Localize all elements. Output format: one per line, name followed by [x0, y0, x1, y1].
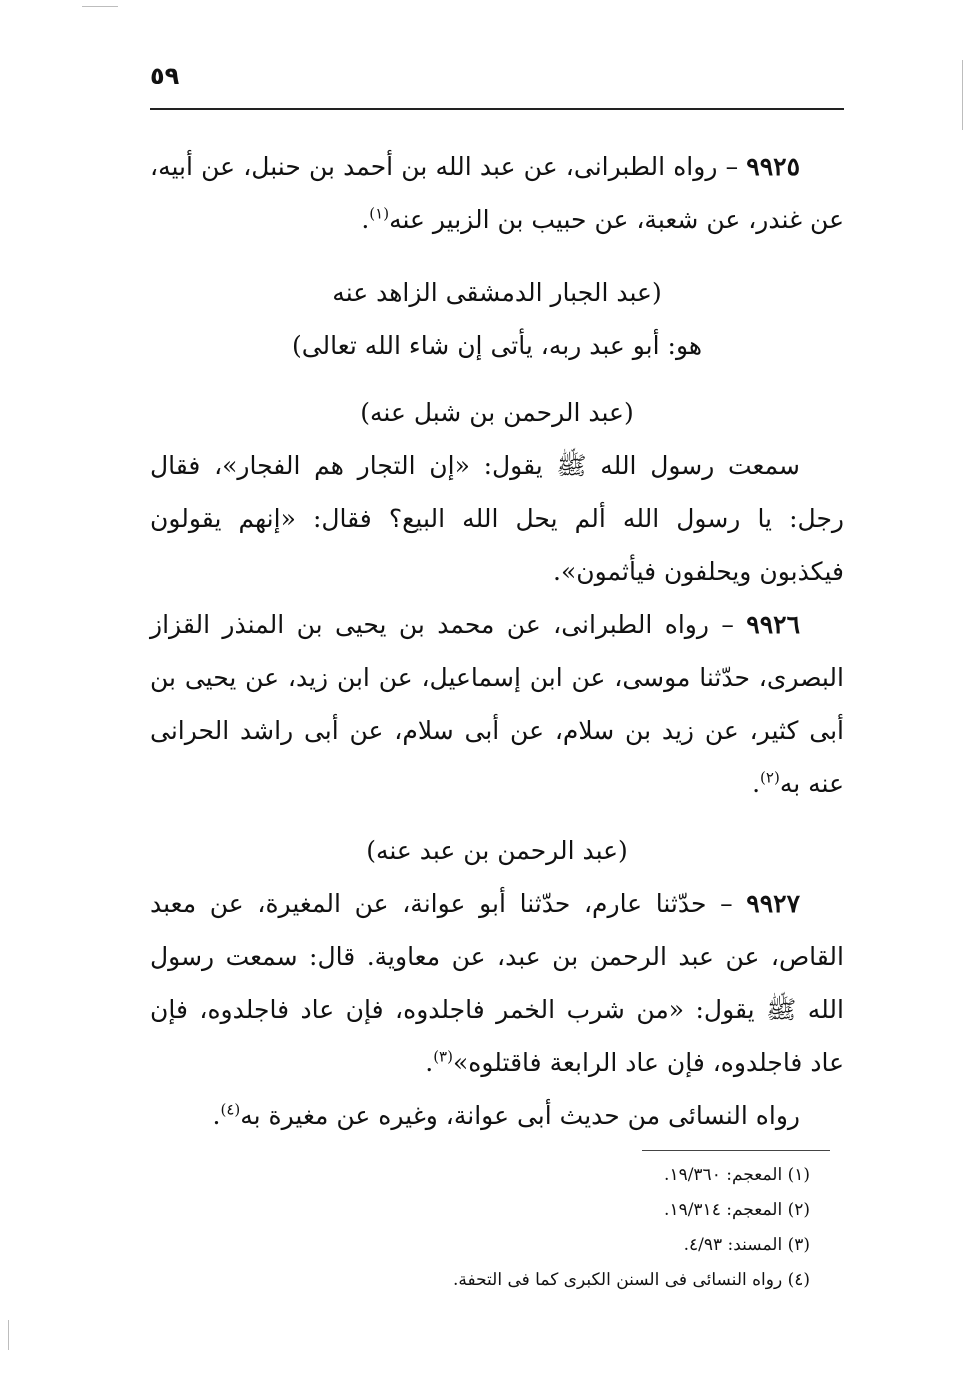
hadith-9926: ٩٩٢٦ – رواه الطبرانى، عن محمد بن يحيى بن المنذر القزاز البصرى، حدّثنا موسى، عن ابن إسماعيل، عن ابن زيد، عن يحيى بن أبى كثير، عن زيد بن سلام، عن أبى سلام، عن أبى راشد الحرانى عنه به$^{(٢)}$.: [150, 610, 844, 798]
footnote-2: (٢) المعجم: ١٩/٣١٤.: [664, 1200, 810, 1220]
hadith-9927: ٩٩٢٧ – حدّثنا عارم، حدّثنا أبو عوانة، عن المغيرة، عن معبد القاص، عن عبد الرحمن بن عبد، عن معاوية. قال: سمعت رسول الله ﷺ يقول: «من شرب الخمر فاجلدوه، فإن عاد فاجلدوه، فإن عاد فاجلدوه، فإن عاد الرابعة فاقتلوه»$^{(٣)}$.: [150, 889, 844, 1077]
footnote-ref[interactable]: (٢): [760, 768, 780, 787]
footnote-4: (٤) رواه النسائى فى السنن الكبرى كما فى التحفة.: [452, 1270, 810, 1290]
running-header: [150, 58, 844, 110]
footnotes: [150, 1158, 810, 1298]
section-cross-reference: هو: أبو عبد ربه، يأتى إن شاء الله تعالى): [291, 331, 703, 360]
hadith-number: ٩٩٢٧: [746, 889, 800, 918]
hadith-9925: ٩٩٢٥ – رواه الطبرانى، عن عبد الله بن أحمد بن حنبل، عن أبيه، عن غندر، عن شعبة، عن حبيب بن الزبير عنه$^{(١)}$.: [150, 152, 844, 234]
footnote-3: (٣) المسند: ٤/٩٣.: [683, 1235, 810, 1255]
section-heading-abd-al-rahman-ibn-abd: (عبد الرحمن بن عبد عنه): [366, 836, 628, 865]
section-heading-abd-al-jabbar: (عبد الجبار الدمشقى الزاهد عنه: [332, 278, 662, 307]
footnote-separator: [642, 1150, 830, 1151]
hadith-text-shibl: سمعت رسول الله ﷺ يقول: «إن التجار هم الفجار»، فقال رجل: يا رسول الله ألم يحل الله البيع؟ فقال: «إنهم يقولون فيكذبون ويحلفون فيأثمون».: [150, 451, 844, 586]
hadith-text: – حدّثنا عارم، حدّثنا أبو عوانة، عن المغيرة، عن معبد القاص، عن عبد الرحمن بن عبد، عن معاوية. قال: سمعت رسول الله ﷺ يقول: «من شرب الخمر فاجلدوه، فإن عاد فاجلدوه، فإن عاد فاجلدوه، فإن عاد الرابعة فاقتلوه»: [150, 889, 844, 1077]
hadith-number: ٩٩٢٦: [746, 610, 800, 639]
page-number: ٥٩: [150, 62, 180, 90]
footnote-ref[interactable]: (٣): [433, 1047, 453, 1066]
section-heading-abd-al-rahman-ibn-shibl: (عبد الرحمن بن شبل عنه): [360, 398, 634, 427]
footnote-ref[interactable]: (٤): [220, 1100, 241, 1119]
footnote-1: (١) المعجم: ١٩/٣٦٠.: [664, 1165, 810, 1185]
scan-edge-mark-top: [82, 6, 118, 7]
hadith-text: – رواه الطبرانى، عن عبد الله بن أحمد بن حنبل، عن أبيه، عن غندر، عن شعبة، عن حبيب بن الزبير عنه: [150, 152, 844, 234]
nasai-note: رواه النسائى من حديث أبى عوانة، وغيره عن مغيرة به$^{(٤)}$.: [212, 1100, 800, 1130]
hadith-text: – رواه الطبرانى، عن محمد بن يحيى بن المنذر القزاز البصرى، حدّثنا موسى، عن ابن إسماعيل، عن ابن زيد، عن يحيى بن أبى كثير، عن زيد بن سلام، عن أبى سلام، عن أبى راشد الحرانى عنه به: [150, 610, 844, 798]
scan-edge-mark-right: [962, 60, 963, 130]
hadith-number: ٩٩٢٥: [746, 152, 800, 181]
nasai-text: رواه النسائى من حديث أبى عوانة، وغيره عن مغيرة به: [240, 1101, 800, 1130]
main-text: [150, 140, 844, 1142]
scan-edge-mark-left: [8, 1320, 9, 1350]
footnote-ref[interactable]: (١): [369, 204, 390, 223]
